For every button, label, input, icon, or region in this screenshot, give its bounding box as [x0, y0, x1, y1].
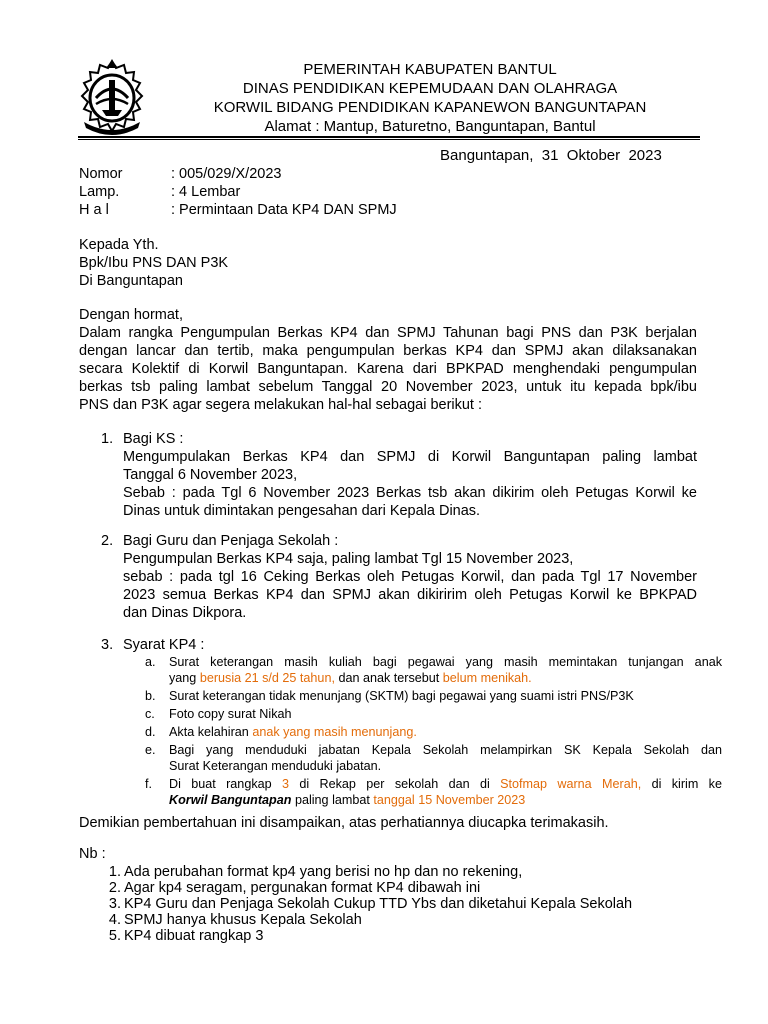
addressee-line: Bpk/Ibu PNS DAN P3K [79, 255, 229, 271]
nb-text: KP4 dibuat rangkap 3 [124, 928, 264, 944]
bantul-regency-emblem-icon [76, 58, 148, 136]
nb-item [79, 912, 632, 928]
highlight-red-folder: Stofmap warna Merah, [500, 777, 642, 791]
syarat-item-d [145, 724, 722, 740]
nb-list [79, 864, 632, 944]
nb-number: 1. [108, 864, 121, 880]
item-title: Bagi KS : [123, 431, 184, 447]
nb-title: Nb : [79, 846, 106, 862]
nb-notes [79, 846, 632, 944]
highlight-age-range: berusia 21 s/d 25 tahun, [199, 671, 335, 685]
hal-label: H a l [79, 202, 109, 218]
item-bagi-guru [123, 532, 697, 622]
letterhead-line-agency: DINAS PENDIDIKAN KEPEMUDAAN DAN OLAHRAGA [242, 80, 618, 97]
list-letter: a. [145, 655, 156, 669]
intro-paragraph [79, 324, 697, 414]
syarat-item-b [145, 688, 722, 704]
list-line: Surat Keterangan menduduki jabatan. [169, 759, 382, 773]
item-title: Syarat KP4 : [123, 637, 205, 653]
list-line: Foto copy surat Nikah [169, 707, 292, 721]
addressee [79, 236, 228, 290]
letter-date: Banguntapan, 31 Oktober 2023 [440, 147, 662, 164]
letter-meta [79, 165, 397, 219]
lamp-label: Lamp. [79, 184, 120, 200]
list-line [169, 724, 722, 740]
item-line: Mengumpulakan Berkas KP4 dan SPMJ di Korwil Banguntapan paling lambat [123, 449, 697, 465]
nomor-label: Nomor [79, 166, 123, 182]
item-line: Sebab : pada Tgl 6 November 2023 Berkas tsb akan dikirim oleh Petugas Korwil ke [123, 485, 697, 501]
letterhead [150, 60, 710, 136]
syarat-item-f [145, 776, 722, 808]
text-run: yang [169, 671, 200, 685]
nb-text: Agar kp4 seragam, pergunakan format KP4 dibawah ini [124, 880, 481, 896]
nb-text: KP4 Guru dan Penjaga Sekolah Cukup TTD Ybs dan diketahui Kepala Sekolah [124, 896, 633, 912]
syarat-item-a [145, 654, 722, 686]
list-line: Surat keterangan tidak menunjang (SKTM) bagi pegawai yang suami istri PNS/P3K [169, 689, 634, 703]
list-line [169, 776, 722, 792]
item-title: Bagi Guru dan Penjaga Sekolah : [123, 533, 339, 549]
nb-text: SPMJ hanya khusus Kepala Sekolah [124, 912, 362, 928]
item-line: Dinas untuk dimintakan pengesahan dari Kepala Dinas. [123, 503, 481, 519]
nb-number: 5. [108, 928, 121, 944]
item-number: 2. [101, 533, 114, 549]
list-line: Bagi yang menduduki jabatan Kepala Sekolah melampirkan SK Kepala Sekolah dan [169, 743, 722, 757]
item-number: 3. [101, 637, 114, 653]
highlight-deadline: tanggal 15 November 2023 [373, 793, 526, 807]
list-letter: e. [145, 743, 156, 757]
item-line: sebab : pada tgl 16 Ceking Berkas oleh Petugas Korwil, dan pada Tgl 17 November [123, 569, 697, 585]
list-line: Surat keterangan masih kuliah bagi pegawai yang masih memintakan tunjangan anak [169, 655, 722, 669]
list-letter: d. [145, 725, 156, 739]
list-letter: b. [145, 689, 156, 703]
syarat-list [145, 654, 722, 808]
letterhead-line-address: Alamat : Mantup, Baturetno, Banguntapan, Bantul [264, 118, 596, 135]
letterhead-line-government: PEMERINTAH KABUPATEN BANTUL [303, 61, 557, 78]
closing-sentence: Demikian pembertahuan ini disampaikan, atas perhatiannya diucapka terimakasih. [79, 815, 609, 831]
korwil-emphasis: Korwil Banguntapan [169, 793, 292, 807]
text-run: Akta kelahiran [169, 725, 253, 739]
highlight-copies: 3 [281, 777, 289, 791]
highlight-dependent-child: anak yang masih menunjang. [252, 725, 417, 739]
nomor-value: : 005/029/X/2023 [171, 166, 282, 182]
intro-line: dengan lancar dan tertib, maka pengumpulan berkas KP4 dan SPMJ akan dilaksanakan [79, 343, 697, 359]
nb-item [79, 896, 632, 912]
text-run: di kirim ke [641, 777, 722, 791]
nb-item [79, 928, 632, 944]
letterhead-divider-thin [78, 139, 700, 140]
intro-line: secara Kolektif di Korwil Banguntapan. Karena dari BPKPAD menghendaki pengumpulan [79, 361, 697, 377]
item-line: dan Dinas Dikpora. [123, 605, 247, 621]
list-line [169, 792, 722, 808]
syarat-item-e [145, 742, 722, 774]
item-number: 1. [101, 431, 114, 447]
text-run: di Rekap per sekolah dan di [289, 777, 501, 791]
nb-number: 4. [108, 912, 121, 928]
intro-line: Dalam rangka Pengumpulan Berkas KP4 dan SPMJ Tahunan bagi PNS dan P3K berjalan [79, 325, 697, 341]
letterhead-divider-thick [78, 136, 700, 138]
nb-item [79, 880, 632, 896]
highlight-unmarried: belum menikah. [442, 671, 532, 685]
item-bagi-ks [123, 430, 697, 520]
nb-item [79, 864, 632, 880]
list-letter: c. [145, 707, 155, 721]
addressee-line: Kepada Yth. [79, 237, 159, 253]
item-line: 2023 semua Berkas KP4 dan SPMJ akan dikiririm oleh Petugas Korwil ke BPKPAD [123, 587, 697, 603]
nb-number: 3. [108, 896, 121, 912]
list-line [169, 670, 722, 686]
list-letter: f. [145, 777, 152, 791]
addressee-line: Di Banguntapan [79, 273, 183, 289]
greeting: Dengan hormat, [79, 307, 183, 323]
letterhead-line-office: KORWIL BIDANG PENDIDIKAN KAPANEWON BANGUNTAPAN [213, 99, 647, 116]
item-line: Tanggal 6 November 2023, [123, 467, 298, 483]
item-line: Pengumpulan Berkas KP4 saja, paling lambat Tgl 15 November 2023, [123, 551, 574, 567]
nb-text: Ada perubahan format kp4 yang berisi no hp dan no rekening, [124, 864, 523, 880]
hal-value: : Permintaan Data KP4 DAN SPMJ [171, 202, 397, 218]
nb-number: 2. [108, 880, 121, 896]
intro-line: PNS dan P3K agar segera melakukan hal-hal sebagai berikut : [79, 397, 483, 413]
lamp-value: : 4 Lembar [171, 184, 241, 200]
text-run: dan anak tersebut [334, 671, 443, 685]
intro-line: berkas tsb paling lambat sebelum Tanggal 20 November 2023, untuk itu kepada bpk/ibu [79, 379, 697, 395]
text-run: paling lambat [291, 793, 374, 807]
text-run: Di buat rangkap [169, 777, 282, 791]
syarat-item-c [145, 706, 722, 722]
item-syarat-kp4 [123, 636, 697, 654]
